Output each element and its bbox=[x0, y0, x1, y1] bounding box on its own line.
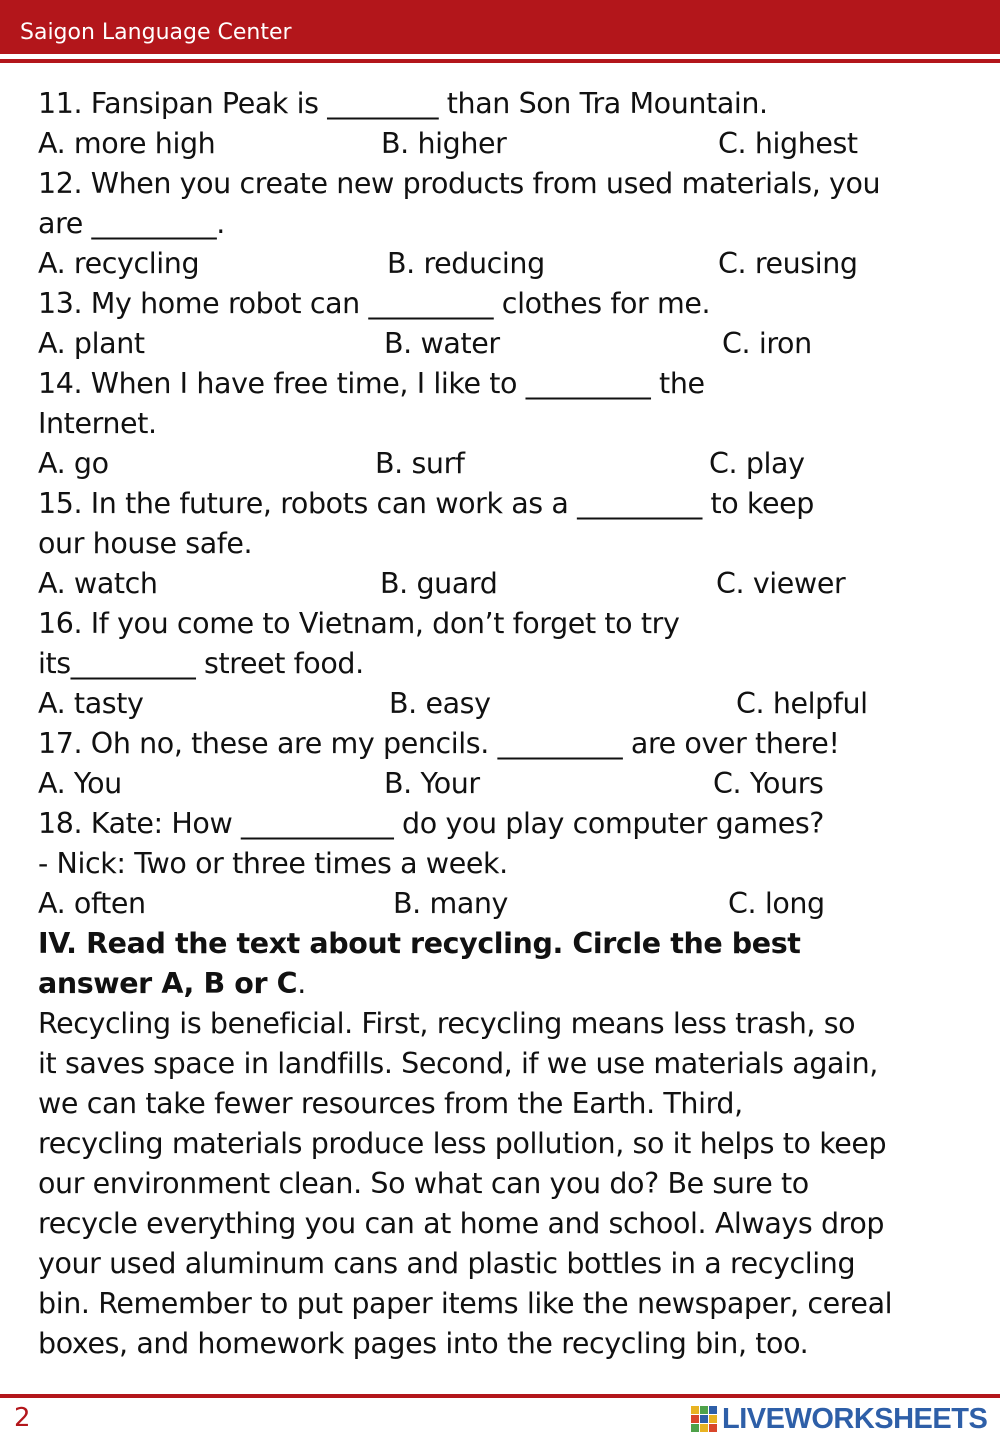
section-heading-period: . bbox=[297, 967, 306, 1000]
question-text: are _________. bbox=[38, 207, 225, 240]
question-text: 18. Kate: How ___________ do you play computer games? bbox=[38, 807, 824, 840]
passage-line: recycle everything you can at home and school. Always drop bbox=[38, 1207, 885, 1240]
header-bar bbox=[0, 0, 1000, 54]
option-row bbox=[38, 884, 983, 924]
option-b[interactable]: B. reducing bbox=[387, 247, 545, 280]
option-row bbox=[38, 564, 983, 604]
header-divider bbox=[0, 59, 1000, 63]
option-row bbox=[38, 444, 983, 484]
option-row bbox=[38, 764, 983, 804]
passage-line: your used aluminum cans and plastic bottles in a recycling bbox=[38, 1247, 856, 1280]
question-text: 11. Fansipan Peak is ________ than Son Tra Mountain. bbox=[38, 87, 768, 120]
passage-line: bin. Remember to put paper items like the newspaper, cereal bbox=[38, 1287, 893, 1320]
section-heading-line bbox=[38, 964, 983, 1004]
question-text: 16. If you come to Vietnam, don’t forget to try bbox=[38, 607, 680, 640]
question-text: Internet. bbox=[38, 407, 157, 440]
question-text: 15. In the future, robots can work as a _________ to keep bbox=[38, 487, 814, 520]
question-text: 14. When I have free time, I like to _________ the bbox=[38, 367, 705, 400]
option-b[interactable]: B. water bbox=[384, 327, 500, 360]
section-heading: IV. Read the text about recycling. Circle the best bbox=[38, 927, 801, 960]
passage-line: we can take fewer resources from the Earth. Third, bbox=[38, 1087, 743, 1120]
option-a[interactable]: A. watch bbox=[38, 567, 158, 600]
option-a[interactable]: A. plant bbox=[38, 327, 145, 360]
option-c[interactable]: C. highest bbox=[718, 127, 858, 160]
passage-line: Recycling is beneficial. First, recycling means less trash, so bbox=[38, 1007, 856, 1040]
question-text: 13. My home robot can _________ clothes for me. bbox=[38, 287, 711, 320]
question-text: 17. Oh no, these are my pencils. _________ are over there! bbox=[38, 727, 840, 760]
header-title: Saigon Language Center bbox=[20, 20, 292, 45]
option-a[interactable]: A. often bbox=[38, 887, 146, 920]
option-c[interactable]: C. iron bbox=[722, 327, 812, 360]
option-b[interactable]: B. many bbox=[393, 887, 509, 920]
option-c[interactable]: C. helpful bbox=[736, 687, 868, 720]
question-text: our house safe. bbox=[38, 527, 253, 560]
option-row bbox=[38, 124, 983, 164]
option-b[interactable]: B. higher bbox=[381, 127, 507, 160]
passage-line: our environment clean. So what can you do? Be sure to bbox=[38, 1167, 809, 1200]
option-b[interactable]: B. easy bbox=[389, 687, 491, 720]
option-c[interactable]: C. play bbox=[709, 447, 805, 480]
option-b[interactable]: B. Your bbox=[384, 767, 480, 800]
liveworksheets-brand[interactable] bbox=[690, 1403, 987, 1435]
question-text: - Nick: Two or three times a week. bbox=[38, 847, 508, 880]
option-a[interactable]: A. more high bbox=[38, 127, 216, 160]
question-text: its_________ street food. bbox=[38, 647, 364, 680]
option-row bbox=[38, 244, 983, 284]
section-heading-text: answer A, B or C bbox=[38, 967, 298, 1000]
passage-line: boxes, and homework pages into the recycling bin, too. bbox=[38, 1327, 809, 1360]
option-row bbox=[38, 684, 983, 724]
option-row bbox=[38, 324, 983, 364]
option-a[interactable]: A. tasty bbox=[38, 687, 144, 720]
passage-line: it saves space in landfills. Second, if we use materials again, bbox=[38, 1047, 878, 1080]
option-b[interactable]: B. surf bbox=[375, 447, 465, 480]
liveworksheets-logo-icon bbox=[690, 1405, 718, 1433]
option-a[interactable]: A. go bbox=[38, 447, 109, 480]
option-c[interactable]: C. reusing bbox=[718, 247, 858, 280]
brand-name: LIVEWORKSHEETS bbox=[722, 1402, 988, 1435]
option-c[interactable]: C. long bbox=[728, 887, 825, 920]
page-number: 2 bbox=[14, 1403, 31, 1433]
option-a[interactable]: A. You bbox=[38, 767, 122, 800]
worksheet-content bbox=[38, 84, 983, 1364]
option-c[interactable]: C. viewer bbox=[716, 567, 846, 600]
passage-line: recycling materials produce less pollution, so it helps to keep bbox=[38, 1127, 887, 1160]
option-a[interactable]: A. recycling bbox=[38, 247, 200, 280]
option-c[interactable]: C. Yours bbox=[713, 767, 824, 800]
question-text: 12. When you create new products from used materials, you bbox=[38, 167, 881, 200]
footer-divider bbox=[0, 1394, 1000, 1398]
option-b[interactable]: B. guard bbox=[380, 567, 498, 600]
